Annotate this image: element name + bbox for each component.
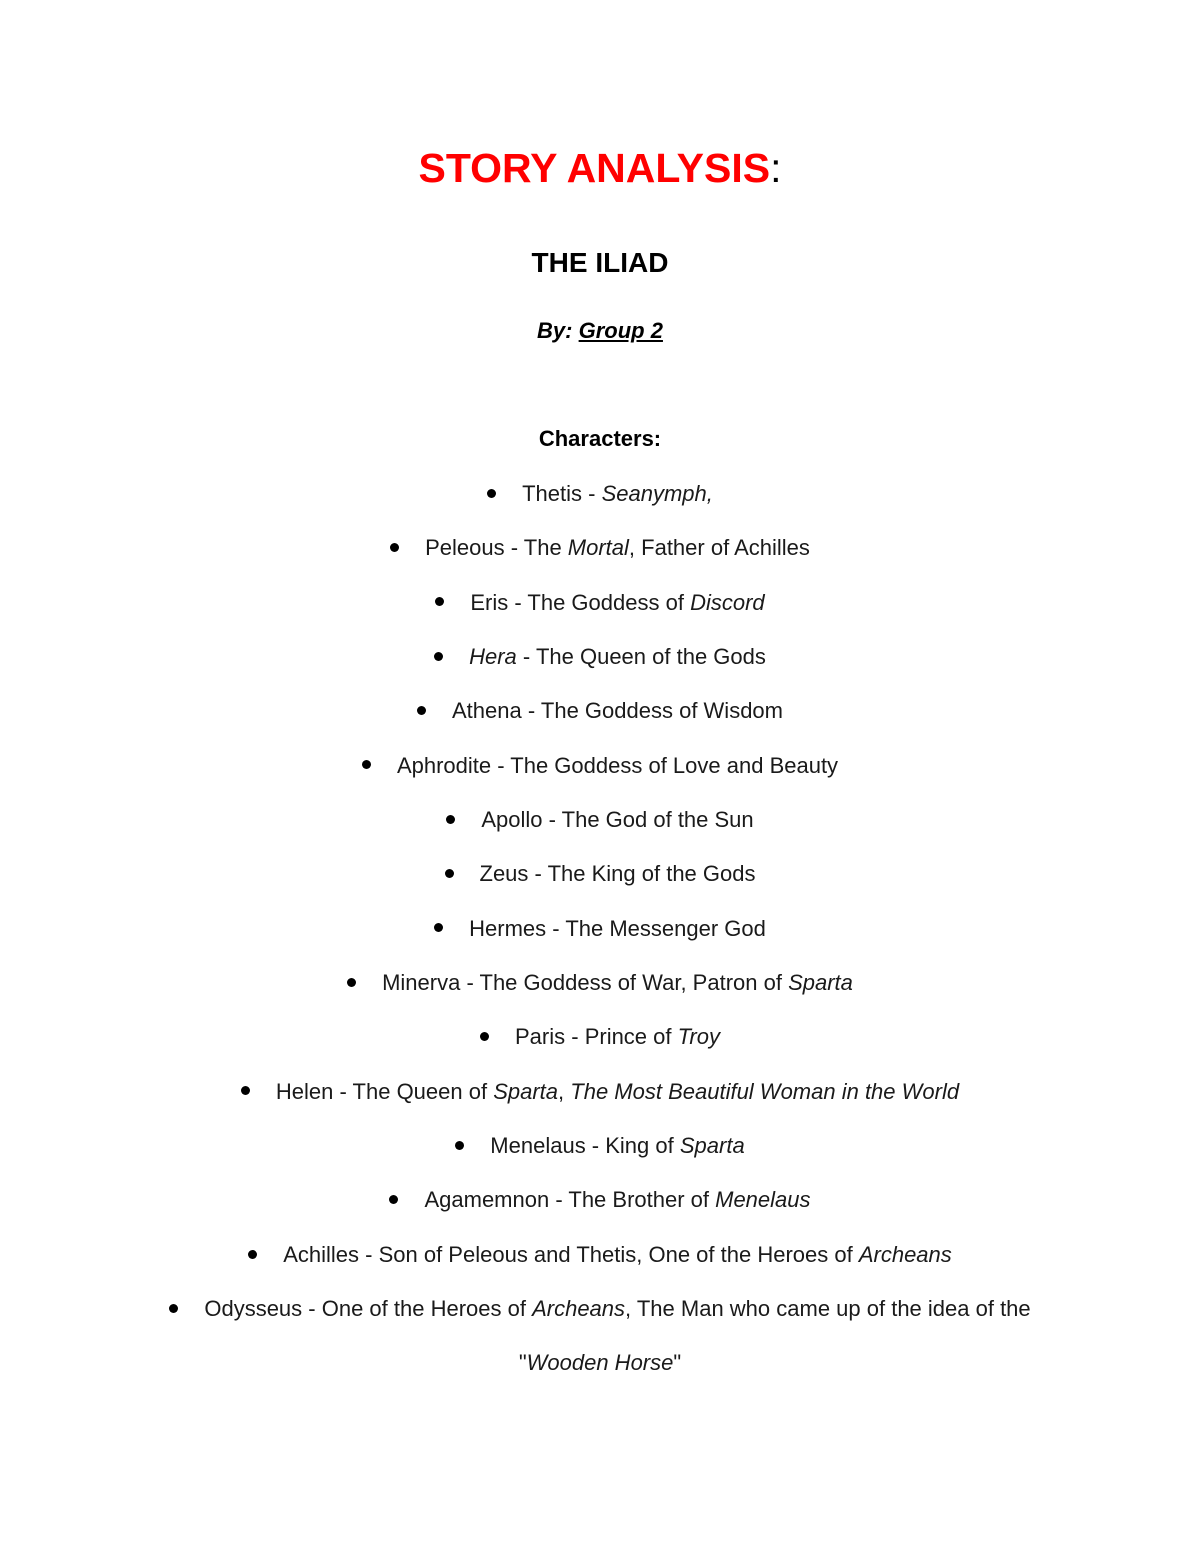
character-description-part: " xyxy=(673,1350,682,1376)
character-description-part: The Goddess of xyxy=(527,589,691,615)
character-description-part: The King of the Gods xyxy=(547,861,756,887)
character-description-part: Archeans xyxy=(532,1296,626,1322)
character-item xyxy=(150,1282,1050,1390)
title-text: STORY ANALYSIS xyxy=(418,145,771,191)
character-item xyxy=(150,967,1050,1021)
bullet-icon xyxy=(480,1032,489,1041)
story-title: THE ILIAD xyxy=(531,247,669,278)
character-description-part: Wooden Horse xyxy=(526,1350,674,1376)
character-separator: - xyxy=(491,752,511,778)
bullet-icon xyxy=(169,1304,178,1313)
character-name: Aphrodite xyxy=(396,752,492,778)
character-description-part: The Queen of xyxy=(352,1078,494,1104)
character-item xyxy=(150,641,1050,695)
character-name: Menelaus xyxy=(490,1133,586,1159)
bullet-icon xyxy=(390,543,399,552)
character-name: Odysseus xyxy=(204,1296,303,1322)
character-description-part: , The Man who came up of the idea of the " xyxy=(518,1296,1031,1376)
character-name: Helen xyxy=(275,1078,334,1104)
character-separator: - xyxy=(333,1078,353,1104)
character-description-part: One of the Heroes of xyxy=(321,1296,533,1322)
character-separator: - xyxy=(460,970,480,996)
byline xyxy=(0,316,1200,346)
character-description-part: The Most Beautiful Woman in the World xyxy=(570,1078,960,1104)
bullet-icon xyxy=(389,1195,398,1204)
byline-group: Group 2 xyxy=(578,318,663,343)
character-item xyxy=(150,532,1050,586)
bullet-icon xyxy=(455,1141,464,1150)
character-name: Minerva xyxy=(382,970,461,996)
character-description-part: , Father of Achilles xyxy=(628,535,810,561)
bullet-icon xyxy=(435,597,444,606)
character-separator: - xyxy=(542,807,562,833)
bullet-icon xyxy=(241,1086,250,1095)
character-separator: - xyxy=(565,1024,585,1050)
character-description-part: Archeans xyxy=(858,1241,952,1267)
character-description-part: , xyxy=(558,1078,571,1104)
character-description-part: Seanymph, xyxy=(601,481,713,506)
bullet-icon xyxy=(347,978,356,987)
character-item xyxy=(150,858,1050,912)
byline-prefix: By: xyxy=(537,318,579,343)
bullet-icon xyxy=(248,1250,257,1259)
character-name: Achilles xyxy=(283,1241,360,1267)
character-separator: - xyxy=(521,698,541,724)
character-description-part: Sparta xyxy=(493,1078,559,1104)
bullet-icon xyxy=(417,706,426,715)
character-description-part: King of xyxy=(605,1133,680,1159)
character-description-part: Son of Peleous and Thetis, One of the Heroes of xyxy=(378,1241,859,1267)
character-separator: - xyxy=(546,915,566,941)
character-name: Agamemnon xyxy=(424,1187,550,1213)
character-description-part: The Goddess of Wisdom xyxy=(540,698,783,724)
bullet-icon xyxy=(445,869,454,878)
character-name: Thetis xyxy=(522,481,583,506)
character-name: Hermes xyxy=(469,915,547,941)
character-description-part: Menelaus xyxy=(715,1187,811,1213)
character-separator: - xyxy=(582,481,602,506)
character-separator: - xyxy=(359,1241,379,1267)
bullet-icon xyxy=(434,652,443,661)
character-item xyxy=(150,695,1050,749)
character-item xyxy=(150,913,1050,967)
character-description-part: Troy xyxy=(677,1024,720,1050)
character-description-part: The Brother of xyxy=(568,1187,716,1213)
characters-list xyxy=(150,478,1050,1390)
character-item xyxy=(150,750,1050,804)
character-separator: - xyxy=(585,1133,606,1159)
character-name: Apollo xyxy=(481,807,543,833)
character-name: Paris xyxy=(515,1024,566,1050)
character-separator: - xyxy=(549,1187,569,1213)
character-item xyxy=(150,804,1050,858)
character-separator: - xyxy=(508,589,528,615)
character-name: Hera xyxy=(469,644,517,670)
character-item xyxy=(150,478,1050,532)
character-item xyxy=(150,1184,1050,1238)
character-separator: - xyxy=(302,1296,322,1322)
character-description-part: Mortal xyxy=(567,535,629,561)
bullet-icon xyxy=(434,923,443,932)
page-title xyxy=(0,140,1200,196)
character-name: Zeus xyxy=(479,861,529,887)
character-name: Eris xyxy=(470,589,509,615)
characters-heading: Characters: xyxy=(538,426,662,451)
character-description-part: The Goddess of War, Patron of xyxy=(479,970,789,996)
title-colon: : xyxy=(770,145,782,191)
character-description-part: The Goddess of Love and Beauty xyxy=(510,752,839,778)
character-description-part: Sparta xyxy=(679,1133,745,1159)
character-item xyxy=(150,587,1050,641)
character-description-part: The Queen of the Gods xyxy=(535,644,766,670)
character-description-part: The xyxy=(523,535,568,561)
character-description-part: Sparta xyxy=(788,970,853,996)
character-item xyxy=(150,1021,1050,1075)
bullet-icon xyxy=(446,815,455,824)
character-separator: - xyxy=(504,535,524,561)
character-item xyxy=(150,1130,1050,1184)
character-item xyxy=(150,1076,1050,1130)
character-name: Peleous xyxy=(425,535,505,561)
character-separator: - xyxy=(516,644,536,670)
character-description-part: Discord xyxy=(690,589,765,615)
character-description-part: Prince of xyxy=(584,1024,678,1050)
character-description-part: The Messenger God xyxy=(565,915,766,941)
bullet-icon xyxy=(362,760,371,769)
character-separator: - xyxy=(528,861,548,887)
bullet-icon xyxy=(487,489,496,498)
character-name: Athena xyxy=(452,698,522,724)
character-description-part: The God of the Sun xyxy=(561,807,754,833)
